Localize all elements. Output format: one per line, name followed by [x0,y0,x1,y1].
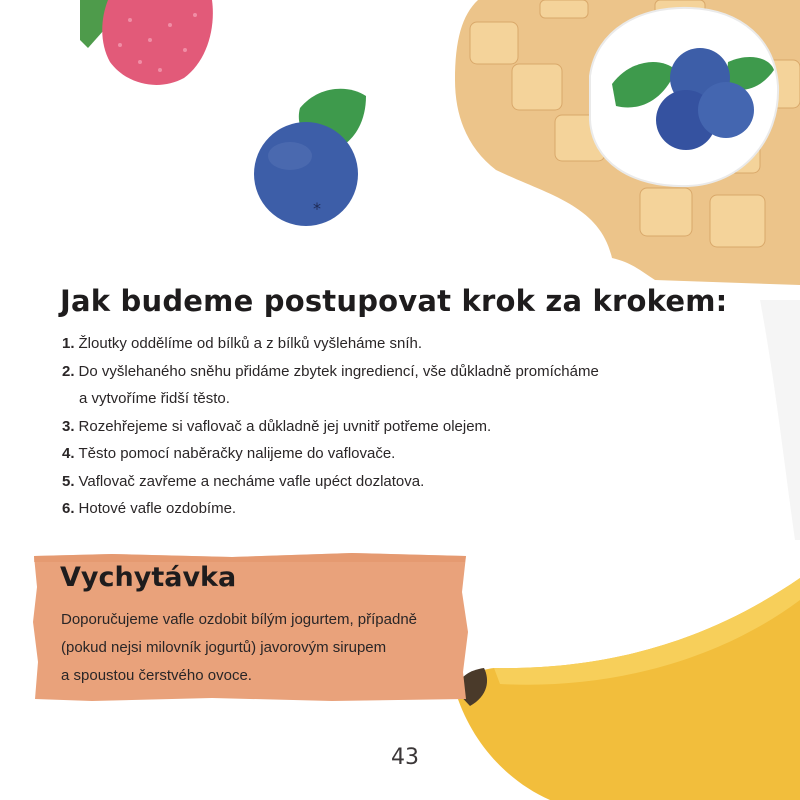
tip-line: a spoustou čerstvého ovoce. [61,667,252,684]
step-number: 4. [62,445,75,462]
step-number: 3. [62,417,75,435]
step-item [62,358,662,413]
step-item [62,440,662,468]
step-number: 6. [62,500,75,517]
steps-list [62,330,662,523]
tip-box [32,552,468,702]
step-number: 2. [62,362,75,380]
step-text: Vaflovač zavřeme a necháme vafle upéct dozlatova. [78,472,425,490]
page-title: Jak budeme postupovat krok za krokem: [60,284,728,318]
svg-text:*: * [313,199,321,218]
tip-line: (pokud nejsi milovník jogurtů) javorovým sirupem [61,639,387,656]
banana-illustration [455,578,800,800]
step-text-continuation: a vytvoříme řidší těsto. [79,390,230,407]
waffle-illustration [455,0,800,285]
tip-text [61,606,461,690]
raspberry-illustration [80,0,213,85]
tip-line: Doporučujeme vafle ozdobit bílým jogurtem, případně [61,611,418,628]
page-number: 43 [391,745,419,770]
step-text: Žloutky oddělíme od bílků a z bílků vyšleháme sníh. [78,335,423,352]
step-item [62,413,662,441]
blueberry-illustration [254,89,366,226]
step-number: 1. [62,335,75,352]
step-item [62,468,662,496]
background-shadow [760,300,800,540]
step-text: Do vyšlehaného sněhu přidáme zbytek ingrediencí, vše důkladně promícháme [78,362,599,380]
step-item [62,330,662,358]
step-text: Hotové vafle ozdobíme. [78,500,237,517]
step-item [62,495,662,523]
step-text: Těsto pomocí naběračky nalijeme do vaflovače. [78,445,396,462]
step-text: Rozehřejeme si vaflovač a důkladně jej uvnitř potřeme olejem. [78,417,492,435]
step-number: 5. [62,472,75,490]
tip-title: Vychytávka [60,562,237,593]
